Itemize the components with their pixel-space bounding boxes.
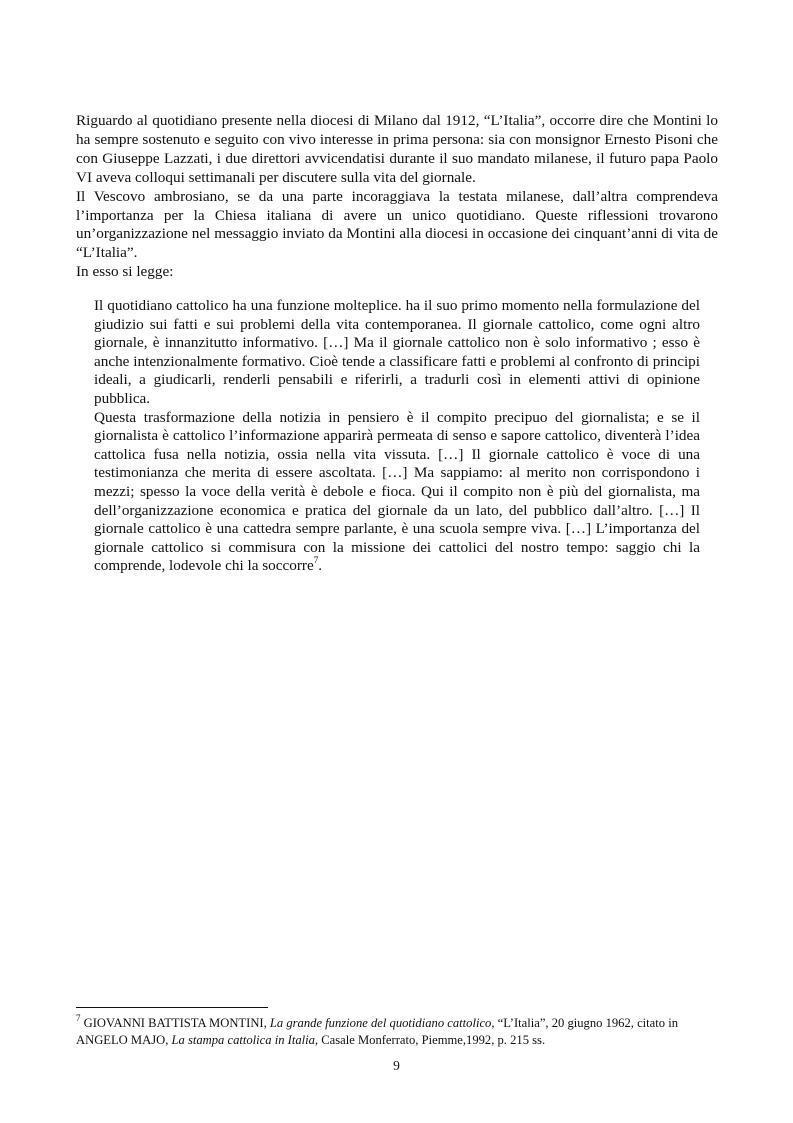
body-text	[76, 112, 718, 282]
paragraph-intro-quote: In esso si legge:	[76, 263, 174, 281]
quote-paragraph-2-text: Questa trasformazione della notizia in pensiero è il compito precipuo del giornalista; e se il giornalista è cattolico l’informazione apparirà permeata di senso e sapore cattolico, diventerà l’idea cattolica fusa nella notizia, ossia nella vita vissuta. […] Il giornale cattolico è voce di una testimonianza che merita di essere ascoltata. […] Ma sappiamo: al merito non corrispondono i mezzi; spesso la voce della verità è debole e fioca. Qui il compito non è più del giornalista, ma dell’organizzazione economica e pratica del giornale da un lato, del pubblico dall’altro. […] Il giornale cattolico è una cattedra sempre parlante, è una scuola sempre viva. […] L’importanza del giornale cattolico si commisura con la missione dei cattolici del nostro tempo: saggio chi la comprende, lodevole chi la soccorre	[94, 408, 700, 575]
footnote	[76, 1012, 726, 1048]
footnote-middle: “L’Italia”, 20 giugno 1962, citato in ANGELO MAJO,	[76, 1016, 678, 1047]
paragraph-vescovo-ambrosiano: Il Vescovo ambrosiano, se da una parte incoraggiava la testata milanese, dall’altra comprendeva l’importanza per la Chiesa italiana di avere un unico quotidiano. Queste riflessioni trovarono un’organizzazione nel messaggio inviato da Montini alla diocesi in occasione dei cinquant’anni di vita de “L’Italia”.	[76, 187, 718, 262]
page-number: 9	[393, 1058, 400, 1073]
footnote-article-title: La grande funzione del quotidiano cattolico,	[269, 1016, 495, 1030]
footnote-author: GIOVANNI BATTISTA MONTINI,	[80, 1016, 270, 1030]
block-quote	[94, 297, 700, 576]
footnote-text	[76, 1012, 726, 1048]
footnote-divider	[76, 1007, 268, 1008]
footnote-end: , Casale Monferrato, Piemme,1992, p. 215 ss.	[314, 1032, 546, 1047]
quote-paragraph-2	[94, 409, 700, 576]
footnote-number: 7	[76, 1012, 81, 1023]
quote-paragraph-1: Il quotidiano cattolico ha una funzione molteplice. ha il suo primo momento nella formulazione del giudizio sui fatti e sui problemi della vita contemporanea. Il giornale cattolico, come ogni altro giornale, è innanzitutto informativo. […] Ma il giornale cattolico non è solo informativo ; esso è anche intenzionalmente formativo. Cioè tende a classificare fatti e problemi al confronto di principi ideali, a giudicarli, renderli pensabili e riferirli, a tradurli così in elementi attivi di opinione pubblica.	[94, 297, 700, 407]
footnote-reference[interactable]: 7	[313, 555, 319, 566]
paragraph-montini-litalia: Riguardo al quotidiano presente nella diocesi di Milano dal 1912, “L’Italia”, occorre dire che Montini lo ha sempre sostenuto e seguito con vivo interesse in prima persona: sia con monsignor Ernesto Pisoni che con Giuseppe Lazzati, i due direttori avvicendatisi durante il suo mandato milanese, il futuro papa Paolo VI aveva colloqui settimanali per discutere sulla vita del giornale.	[76, 112, 718, 186]
quote-end-period: .	[318, 557, 322, 575]
footnote-book-title: La stampa cattolica in Italia	[171, 1032, 315, 1047]
